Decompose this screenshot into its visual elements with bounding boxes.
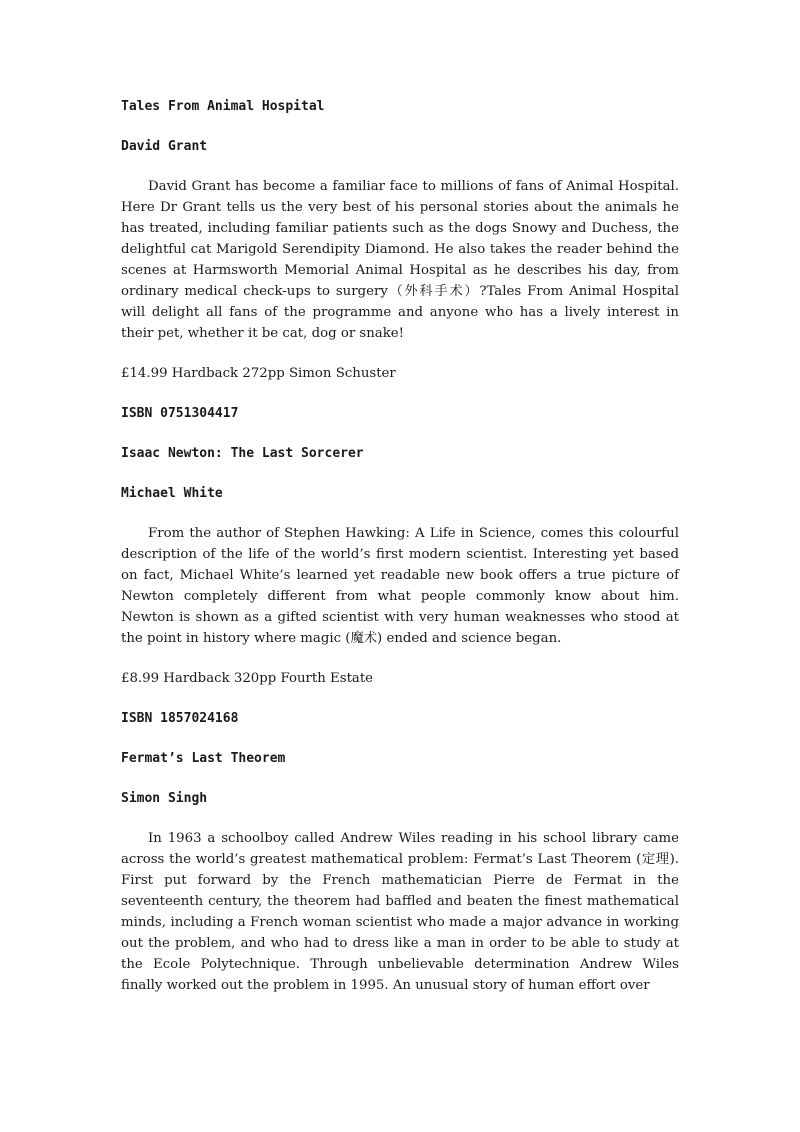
book-details: £8.99 Hardback 320pp Fourth Estate bbox=[121, 671, 374, 686]
book-description: From the author of Stephen Hawking: A Life in Science, comes this colourful description of the life of the world’s first modern scientist. Interesting yet based on fact, Michael White’s learned yet readable new book offers a true picture of Newton completely different from what people commonly know about him. Newton is shown as a gifted scientist with very human weaknesses who stood at the point in history where magic (魔术) ended and science began. bbox=[121, 526, 679, 646]
book-description: David Grant has become a familiar face to millions of fans of Animal Hospital. Here Dr Grant tells us the very best of his personal stories about the animals he has treated, including familiar patients such as the dogs Snowy and Duchess, the delightful cat Marigold Serendipity Diamond. He also takes the reader behind the scenes at Harmsworth Memorial Animal Hospital as he describes his day, from ordinary medical check-ups to surgery（外科手术）?Tales From Animal Hospital will delight all fans of the programme and anyone who has a lively interest in their pet, whether it be cat, dog or snake! bbox=[121, 179, 679, 341]
book-title: Isaac Newton: The Last Sorcerer bbox=[121, 446, 364, 461]
document-page bbox=[121, 96, 679, 996]
book-title: Tales From Animal Hospital bbox=[121, 99, 325, 114]
book-author: Simon Singh bbox=[121, 791, 208, 806]
book-author: David Grant bbox=[121, 139, 208, 154]
book-description: In 1963 a schoolboy called Andrew Wiles reading in his school library came across the world’s greatest mathematical problem: Fermat’s Last Theorem (定理). First put forward by the French mathematician Pierre de Fermat in the seventeenth century, the theorem had baffled and beaten the finest mathematical minds, including a French woman scientist who made a major advance in working out the problem, and who had to dress like a man in order to be able to study at the Ecole Polytechnique. Through unbelievable determination Andrew Wiles finally worked out the problem in 1995. An unusual story of human effort over bbox=[121, 831, 679, 993]
book-isbn: ISBN 1857024168 bbox=[121, 711, 239, 726]
book-title: Fermat’s Last Theorem bbox=[121, 751, 286, 766]
book-author: Michael White bbox=[121, 486, 223, 501]
book-isbn: ISBN 0751304417 bbox=[121, 406, 239, 421]
book-details: £14.99 Hardback 272pp Simon Schuster bbox=[121, 366, 396, 381]
